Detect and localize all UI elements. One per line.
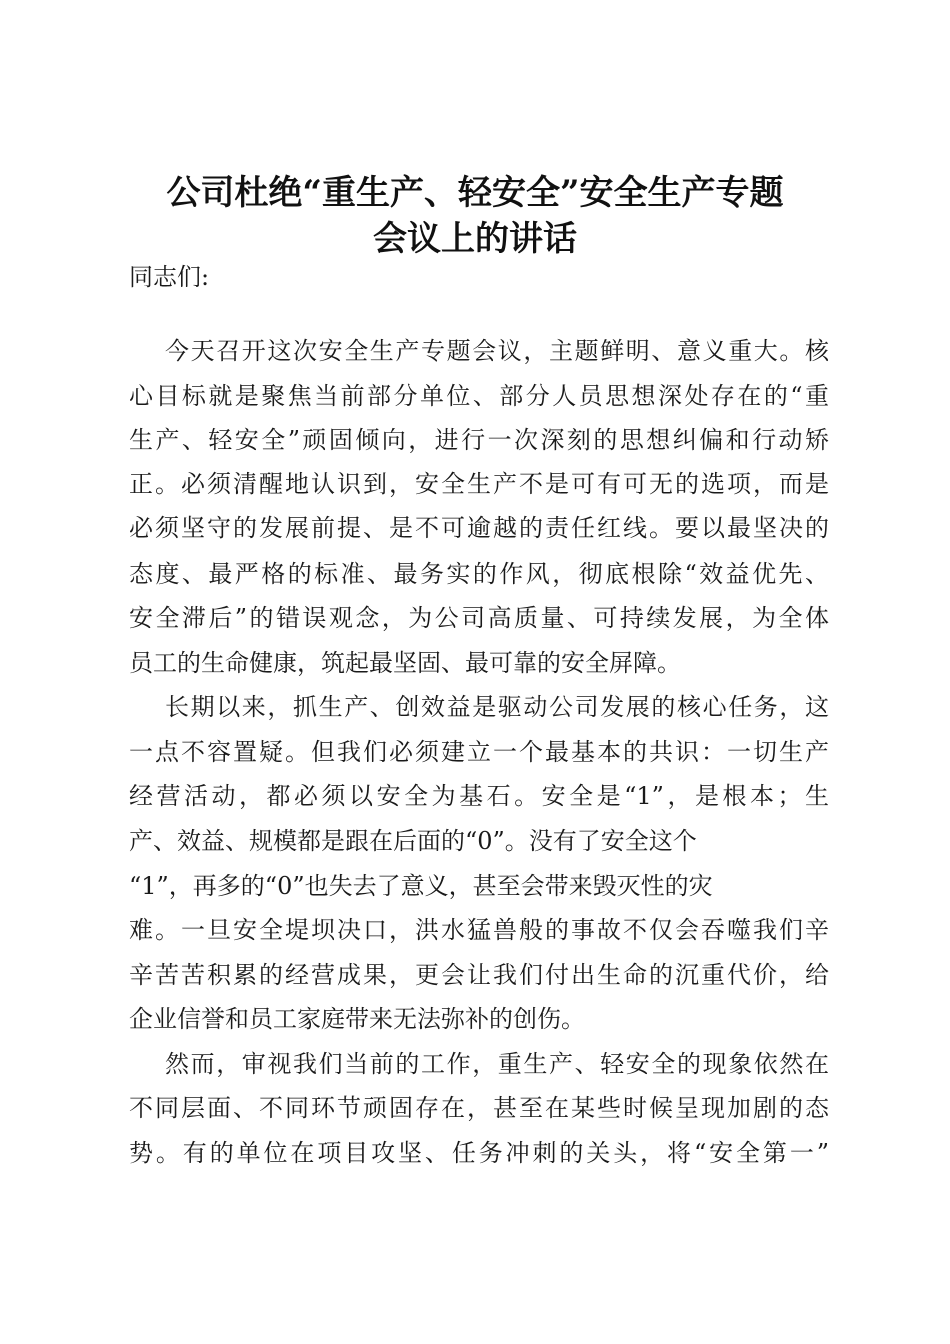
paragraph-3-line: 势。有的单位在项目攻坚、任务冲刺的关头，将“安全第一” [129, 1139, 829, 1167]
salutation: 同志们: [129, 263, 210, 291]
paragraph-3-line: 不同层面、不同环节顽固存在，甚至在某些时候呈现加剧的态 [129, 1094, 829, 1122]
paragraph-1-line: 员工的生命健康，筑起最坚固、最可靠的安全屏障。 [129, 649, 681, 677]
paragraph-1-line: 安全滞后”的错误观念，为公司高质量、可持续发展，为全体 [129, 604, 829, 632]
paragraph-2-line: 企业信誉和员工家庭带来无法弥补的创伤。 [129, 1005, 585, 1033]
paragraph-1-line: 今天召开这次安全生产专题会议，主题鲜明、意义重大。核 [165, 337, 829, 365]
paragraph-1-line: 必须坚守的发展前提、是不可逾越的责任红线。要以最坚决的 [129, 514, 829, 542]
paragraph-2-line: 一点不容置疑。但我们必须建立一个最基本的共识：一切生产 [129, 738, 829, 766]
paragraph-1-line: 态度、最严格的标准、最务实的作风，彻底根除“效益优先、 [129, 560, 829, 588]
paragraph-2-line: 难。一旦安全堤坝决口，洪水猛兽般的事故不仅会吞噬我们辛 [129, 916, 829, 944]
paragraph-2-line: “1”，再多的“0”也失去了意义，甚至会带来毁灭性的灾 [129, 872, 713, 900]
paragraph-2-line: 产、效益、规模都是跟在后面的“0”。没有了安全这个 [129, 827, 697, 855]
paragraph-2-line: 经营活动，都必须以安全为基石。安全是“1”，是根本；生 [129, 782, 829, 810]
document-title-line-2: 会议上的讲话 [373, 219, 577, 259]
paragraph-2-line: 辛苦苦积累的经营成果，更会让我们付出生命的沉重代价，给 [129, 961, 829, 989]
paragraph-2-line: 长期以来，抓生产、创效益是驱动公司发展的核心任务，这 [165, 693, 829, 721]
document-title-line-1: 公司杜绝“重生产、轻安全”安全生产专题 [166, 173, 784, 213]
paragraph-1-line: 正。必须清醒地认识到，安全生产不是可有可无的选项，而是 [129, 470, 829, 498]
paragraph-3-line: 然而，审视我们当前的工作，重生产、轻安全的现象依然在 [165, 1050, 829, 1078]
paragraph-1-line: 生产、轻安全”顽固倾向，进行一次深刻的思想纠偏和行动矫 [129, 426, 829, 454]
paragraph-1-line: 心目标就是聚焦当前部分单位、部分人员思想深处存在的“重 [129, 382, 829, 410]
